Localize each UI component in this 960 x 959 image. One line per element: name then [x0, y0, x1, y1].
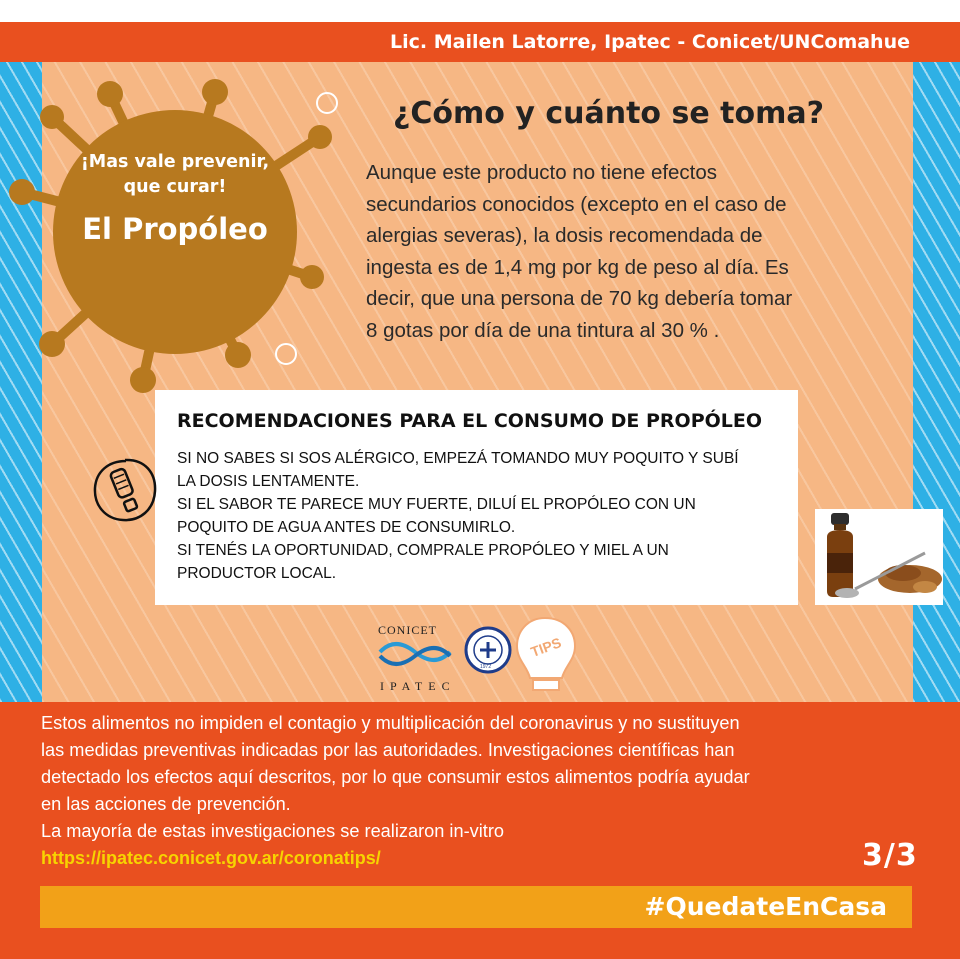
tips-logo-text: TIPS [528, 634, 564, 660]
page-indicator: 3/3 [862, 838, 918, 873]
dosage-paragraph [366, 157, 906, 346]
bubble-decoration [275, 343, 297, 365]
disclaimer-line: las medidas preventivas indicadas por las autoridades. Investigaciones científicas han [41, 740, 735, 760]
virus-kicker [60, 150, 290, 200]
bubble-decoration [316, 92, 338, 114]
badge-title: El Propóleo [82, 212, 268, 246]
recommendation-line: LA DOSIS LENTAMENTE. [177, 473, 360, 490]
kicker-line-1: ¡Mas vale prevenir, [80, 152, 270, 172]
disclaimer-line: detectado los efectos aquí descritos, por lo que consumir estos alimentos podría ayudar [41, 767, 750, 787]
recommendation-line: SI TENÉS LA OPORTUNIDAD, COMPRALE PROPÓLEO Y MIEL A UN [177, 542, 669, 559]
hashtag: #QuedateEnCasa [644, 892, 887, 921]
dosage-line: ingesta es de 1,4 mg por kg de peso al día. Es [366, 255, 789, 279]
ipatec-logo-text: IPATEC [380, 679, 456, 693]
institution-logos [370, 610, 580, 696]
author-credit: Lic. Mailen Latorre, Ipatec - Conicet/UNComahue [390, 31, 910, 53]
right-stripe [913, 62, 960, 702]
disclaimer-line: La mayoría de estas investigaciones se realizaron in-vitro [41, 821, 504, 841]
disclaimer-line: en las acciones de prevención. [41, 794, 291, 814]
dosage-line: secundarios conocidos (excepto en el caso de [366, 192, 787, 216]
disclaimer-line: Estos alimentos no impiden el contagio y multiplicación del coronavirus y no sustituyen [41, 713, 740, 733]
recommendation-line: SI NO SABES SI SOS ALÉRGICO, EMPEZÁ TOMANDO MUY POQUITO Y SUBÍ [177, 450, 739, 467]
recommendation-line: SI EL SABOR TE PARECE MUY FUERTE, DILUÍ EL PROPÓLEO CON UN [177, 496, 696, 513]
recommendation-line: PRODUCTOR LOCAL. [177, 565, 337, 582]
dosage-line: Aunque este producto no tiene efectos [366, 161, 718, 184]
dosage-line: 8 gotas por día de una tintura al 30 % . [366, 318, 720, 342]
dosage-line: alergias severas), la dosis recomendada de [366, 224, 763, 247]
conicet-logo-text: CONICET [378, 623, 437, 637]
recommendation-line: POQUITO DE AGUA ANTES DE CONSUMIRLO. [177, 519, 516, 536]
exclamation-icon [90, 455, 160, 525]
source-link[interactable]: https://ipatec.conicet.gov.ar/coronatips/ [41, 848, 381, 868]
propolis-tincture-image [815, 509, 943, 605]
seal-year: 1972 [480, 664, 492, 670]
dosage-line: decir, que una persona de 70 kg debería tomar [366, 287, 793, 310]
kicker-line-2: que curar! [123, 177, 227, 197]
recommendations-title: RECOMENDACIONES PARA EL CONSUMO DE PROPÓLEO [177, 410, 763, 432]
section-heading: ¿Cómo y cuánto se toma? [393, 96, 824, 131]
